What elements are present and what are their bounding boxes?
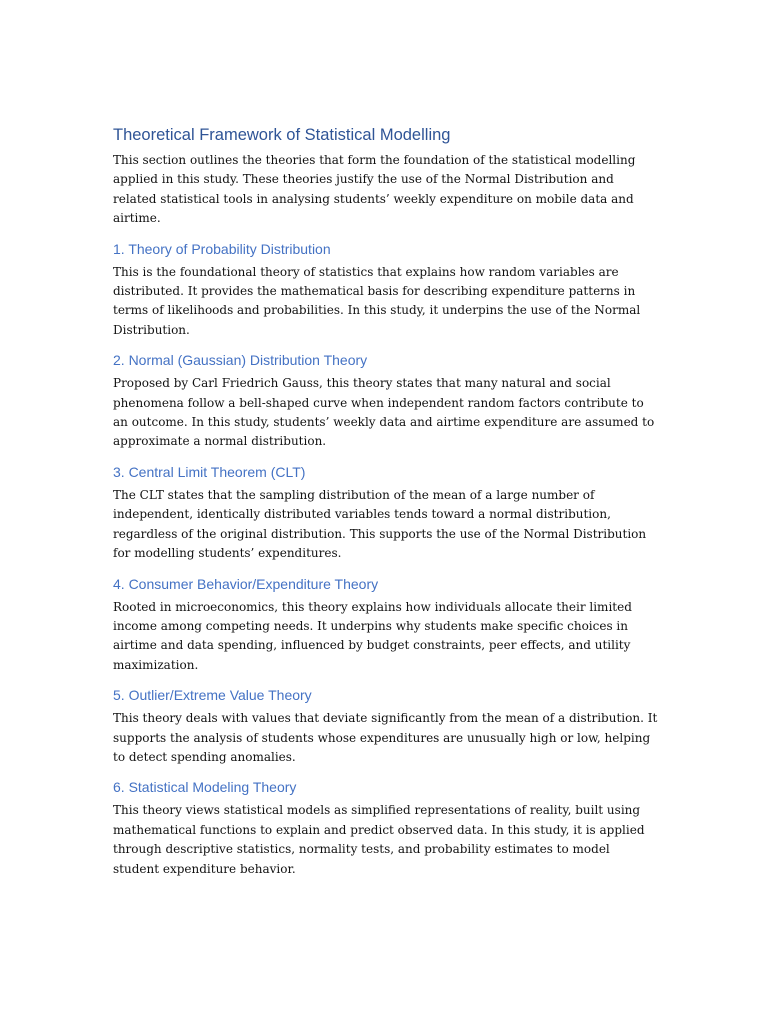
intro-paragraph: This section outlines the theories that form the foundation of the statistical modelling applied in this study. These theories justify the use of the Normal Distribution and related statistical tools in analysing students’ weekly expenditure on mobile data and airtime. [113, 153, 636, 226]
section-normal-distribution [113, 350, 658, 452]
section-body: This theory deals with values that deviate significantly from the mean of a distribution. It supports the analysis of students whose expenditures are unusually high or low, helping to detect spending anomalies. [113, 711, 658, 764]
section-heading: 3. Central Limit Theorem (CLT) [113, 463, 306, 480]
section-body: The CLT states that the sampling distribution of the mean of a large number of independent, identically distributed variables tends toward a normal distribution, regardless of the original distribution. This supports the use of the Normal Distribution for modelling students’ expenditures. [113, 487, 647, 561]
section-heading: 1. Theory of Probability Distribution [113, 240, 331, 257]
section-body: This theory views statistical models as simplified representations of reality, built using mathematical functions to explain and predict observed data. In this study, it is applied through descriptive statistics, normality tests, and probability estimates to model student expenditure behavior. [113, 803, 645, 876]
section-outlier-theory [113, 685, 658, 767]
section-heading: 6. Statistical Modeling Theory [113, 779, 297, 796]
section-central-limit-theorem [113, 462, 658, 564]
section-body: Rooted in microeconomics, this theory explains how individuals allocate their limited income among competing needs. It underpins why students make specific choices in airtime and data spending, influenced by budget constraints, peer effects, and utility maximization. [113, 599, 632, 672]
section-probability-distribution [113, 239, 658, 341]
section-body: Proposed by Carl Friedrich Gauss, this theory states that many natural and social phenomena follow a bell-shaped curve when independent random factors contribute to an outcome. In this study, students’ weekly data and airtime expenditure are assumed to approximate a normal distribution. [113, 376, 655, 449]
section-consumer-behavior [113, 574, 658, 676]
section-body: This is the foundational theory of statistics that explains how random variables are distributed. It provides the mathematical basis for describing expenditure patterns in terms of likelihoods and probabilities. In this study, it underpins the use of the Normal Distribution. [113, 264, 641, 337]
section-heading: 2. Normal (Gaussian) Distribution Theory [113, 352, 368, 369]
section-heading: 5. Outlier/Extreme Value Theory [113, 687, 312, 704]
section-statistical-modeling [113, 777, 658, 879]
document-page [113, 124, 658, 879]
document-title: Theoretical Framework of Statistical Modelling [113, 126, 451, 144]
section-heading: 4. Consumer Behavior/Expenditure Theory [113, 575, 379, 592]
